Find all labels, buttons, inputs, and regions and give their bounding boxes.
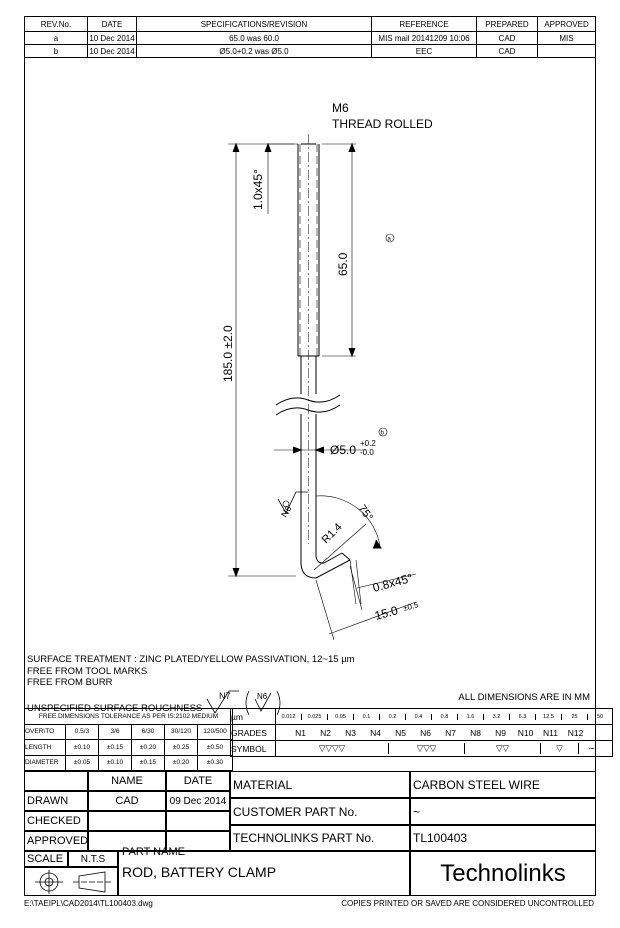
name-header: NAME: [88, 771, 166, 791]
um-value: 0.8: [432, 714, 458, 720]
drawn-name: CAD: [88, 791, 166, 811]
tolerance-row: [25, 755, 233, 771]
tolerance-title: FREE DIMENSIONS TOLERANCE AS PER IS:2102 MEDIUM: [25, 709, 233, 725]
finish-symbol-label: N6: [279, 504, 294, 519]
bend-angle-label: 75°: [355, 502, 375, 524]
grade: N6: [420, 727, 431, 738]
roughness-table: [230, 708, 613, 757]
checked-date: [166, 811, 230, 831]
um-value: 0.012: [276, 714, 302, 720]
tol-cell: DIAMETER: [25, 755, 66, 771]
total-length-label: 185.0 ±2.0: [221, 325, 235, 382]
rev-cell: b: [25, 45, 88, 58]
bend-radius-label: R1.4: [319, 521, 345, 547]
rev-cell: 65.0 was 60.0: [137, 32, 372, 45]
break-line: [276, 405, 340, 415]
diameter-tol-lower: -0.0: [360, 448, 374, 457]
revision-table: [24, 16, 596, 58]
chamfer-end-label: 0.8x45°: [371, 570, 415, 595]
thread-length-label: 65.0: [336, 252, 350, 276]
um-value: 0.4: [406, 714, 432, 720]
um-value: 25: [562, 714, 588, 720]
rev-cell: MIS mail 20141209 10:06: [372, 32, 477, 45]
scale-label: SCALE: [24, 851, 68, 867]
grade: N4: [370, 727, 381, 738]
symbol: ▽: [541, 743, 579, 754]
tolerance-row: [25, 724, 233, 740]
rev-header-prepared: PREPARED: [477, 17, 538, 32]
tol-cell: 120/500: [198, 724, 233, 740]
break-line: [276, 395, 340, 405]
projection-symbol: [24, 867, 118, 896]
rev-cell: a: [25, 32, 88, 45]
material-label: MATERIAL: [230, 771, 410, 798]
tol-cell: ±0.25: [165, 740, 198, 756]
tol-cell: 30/120: [165, 724, 198, 740]
grade: N8: [470, 727, 481, 738]
blank-cell: [24, 771, 88, 791]
tol-cell: 3/6: [99, 724, 132, 740]
title-block: [24, 771, 596, 896]
tol-cell: 0.5/3: [66, 724, 99, 740]
um-label: µm: [231, 709, 276, 725]
tol-cell: ±0.10: [99, 755, 132, 771]
symbol: ▽▽: [465, 743, 541, 754]
part-name-label: PART NAME: [122, 846, 185, 858]
roughness-row: [231, 709, 613, 725]
tol-cell: ±0.20: [132, 740, 165, 756]
tol-cell: LENGTH: [25, 740, 66, 756]
rev-cell: 10 Dec 2014: [89, 33, 135, 43]
tol-cell: ±0.50: [198, 740, 233, 756]
um-value: 0.1: [354, 714, 380, 720]
grade: N11: [543, 727, 558, 738]
technolinks-part-value: TL100403: [410, 825, 596, 851]
date-header: DATE: [166, 771, 230, 791]
grade: N1: [295, 727, 306, 738]
rev-cell: Ø5.0+0.2 was Ø5.0: [137, 45, 372, 58]
part-name-value: ROD, BATTERY CLAMP: [122, 864, 277, 880]
revision-row: [25, 32, 596, 45]
roughness-general: N7: [218, 690, 231, 701]
part-drawing: [24, 64, 596, 652]
company-logo: Technolinks: [410, 851, 596, 896]
rev-cell: CAD: [477, 32, 538, 45]
um-value: 0.2: [380, 714, 406, 720]
rev-header-revno: REV.No.: [25, 17, 88, 32]
grades-label: GRADES: [231, 725, 276, 741]
tol-cell: ±0.15: [99, 740, 132, 756]
checked-name: [88, 811, 166, 831]
revision-row: [25, 45, 596, 58]
roughness-bracket: N6: [256, 691, 268, 701]
approved-label: APPROVED: [24, 831, 88, 851]
scale-value: N.T.S: [68, 851, 118, 867]
note-line: FREE FROM TOOL MARKS: [27, 665, 148, 677]
symbol: ▽▽▽▽: [276, 743, 389, 754]
symbol: ▽▽▽: [389, 743, 465, 754]
symbol: ∼: [587, 743, 596, 753]
symbol-label: SYMBOL: [231, 741, 276, 757]
note-line: SURFACE TREATMENT : ZINC PLATED/YELLOW PASSIVATION, 12~15 µm: [27, 654, 355, 665]
note-text: UNSPECIFIED SURFACE ROUGHNESS: [27, 702, 203, 714]
rev-cell: CAD: [477, 45, 538, 58]
um-value: 0.05: [328, 714, 354, 720]
end-length-label: 15.0: [373, 603, 400, 623]
thread-note-label: THREAD ROLLED: [332, 117, 433, 131]
rev-header-spec: SPECIFICATIONS/REVISION: [137, 17, 372, 32]
um-value: 3.2: [484, 714, 510, 720]
tol-cell: ±0.30: [198, 755, 233, 771]
diameter-tol-upper: +0.2: [360, 439, 376, 448]
tol-cell: ±0.10: [66, 740, 99, 756]
drawn-label: DRAWN: [24, 791, 88, 811]
symbols-row: [231, 741, 613, 757]
grade: N3: [345, 727, 356, 738]
end-length-tol: ±0.5: [402, 600, 420, 613]
tol-cell: ±0.20: [165, 755, 198, 771]
um-value: 1.6: [458, 714, 484, 720]
tol-cell: OVER\TO: [25, 724, 66, 740]
rev-header-date: DATE: [88, 17, 137, 32]
chamfer-top-label: 1.0x45°: [251, 169, 265, 210]
drawn-date: 09 Dec 2014: [166, 791, 230, 811]
third-angle-projection-icon: [29, 870, 113, 894]
diameter-label: Ø5.0: [330, 443, 357, 457]
um-value: 50: [596, 713, 604, 720]
tolerance-row: [25, 740, 233, 756]
rev-header-approved: APPROVED: [538, 17, 596, 32]
rev-marker: b: [380, 430, 384, 437]
grade: N9: [495, 727, 506, 738]
customer-part-label: CUSTOMER PART No.: [230, 798, 410, 825]
um-value: 0.025: [302, 714, 328, 720]
customer-part-value: ~: [410, 798, 596, 825]
checked-label: CHECKED: [24, 811, 88, 831]
rev-marker: a: [387, 236, 391, 243]
file-path: E:\TAEIPL\CAD2014\TL100403.dwg: [24, 899, 153, 908]
all-dimensions-note: ALL DIMENSIONS ARE IN MM: [458, 692, 590, 703]
part-name-cell: [118, 846, 410, 896]
grades-row: [231, 725, 613, 741]
rev-cell: [538, 45, 596, 58]
tolerance-table: [24, 708, 233, 771]
rev-cell: 10 Dec 2014: [89, 46, 135, 56]
tol-cell: ±0.15: [132, 755, 165, 771]
grade: N12: [567, 727, 584, 738]
technolinks-part-label: TECHNOLINKS PART No.: [230, 825, 410, 851]
grade: N2: [320, 727, 331, 738]
material-value: CARBON STEEL WIRE: [410, 771, 596, 798]
rev-cell: EEC: [372, 45, 477, 58]
grade: N10: [517, 727, 534, 738]
tol-cell: 6/30: [132, 724, 165, 740]
uncontrolled-notice: COPIES PRINTED OR SAVED ARE CONSIDERED UNCONTROLLED: [341, 899, 594, 908]
thread-size-label: M6: [332, 101, 349, 115]
note-line: FREE FROM BURR: [27, 677, 113, 688]
rev-cell: MIS: [538, 32, 596, 45]
grade: N5: [395, 727, 406, 738]
rev-header-reference: REFERENCE: [372, 17, 477, 32]
grade: N7: [445, 727, 456, 738]
um-value: 12.5: [536, 714, 562, 720]
um-value: 6.3: [510, 714, 536, 720]
tol-cell: ±0.05: [66, 755, 99, 771]
